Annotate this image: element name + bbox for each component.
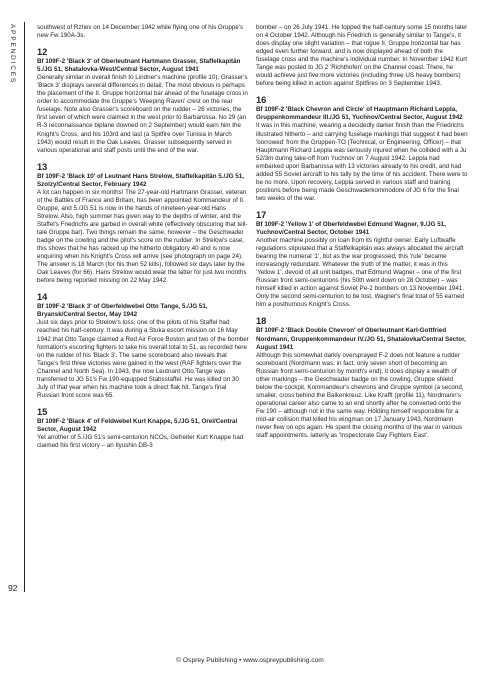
continued-text: southwest of Rzhev on 14 December 1942 while flying one of his Gruppe's new Fw 190A-3s. bbox=[37, 24, 244, 40]
margin-rule bbox=[24, 22, 25, 592]
profile-body: Generally similar in overall finish to Lindner's machine (profile 10), Grasser's 'Black 3' displays several differences in detail. The most obvious is perhaps the placement of the II. Gruppe horizontal bar ahead of the fuselage cross in order to accommodate the Gruppe's 'Weeping Raven' crest on the rear fuselage. Note also Grasser's scoreboard on the rudder – 26 victories, the first seven of which were claimed in the west prior to Barbarossa. No 29 (an R-3 reconnaissance biplane downed on 2 September) would earn him the Knight's Cross, and his 103rd and last (a Spitfire over Tunisia in March 1943) would result in the Oak Leaves. Grasser subsequently served in various operational and staff posts until the end of the war. bbox=[37, 74, 248, 154]
profile-body: It was in this machine, wearing a decidedly darker finish than the Friedrichs illustrated hitherto – and carrying fuselage markings that suggest it had been 'borrowed' from the Gruppen-TO (Technical, or Engineering, Officer) – that Hauptmann Richard Leppla was seriously injured when he collided with a Ju 52/3m during take-off from Yuchnov on 7 August 1942. Leppla had embarked upon Barbarossa with 13 victories already to his credit, and had added 55 Soviet aircraft to his tally by the time of his accident. There were to be no more. Upon recovery, Leppla served in various staff and training positions before being made Geschwaderkommodore of JG 6 for the final two weeks of the war. bbox=[256, 122, 468, 202]
profile-body: Although this somewhat darkly oversprayed F-2 does not feature a rudder scoreboard (Nordmann was, in fact, only seven short of becoming an Russian front semi-centurion by month's end), it does display a wealth of other markings – the Geschwader badge on the cowling, Gruppe shield below the cockpit, Kommandeur's chevrons and Gruppe symbol (a second, smaller, cross behind the Balkenkreuz. Like Krafft (profile 11), Nordmann's operational career also came to an end shortly after he converted onto the Fw 190 – although not in the same way. Holding himself responsible for a mid-air collision that killed his wingman on 17 January 1943, Nordmann never flew on ops again. He spent the closing months of the war in various staff appointments, latterly as 'Inspectorate Day Fighters East'. bbox=[256, 351, 464, 440]
profile-heading: Bf 109F-2 'Black 3' of Oberleutnant Hartmann Grasser, Staffelkapitän 5./JG 51, Shatalovka-West/Central Sector, August 1941 bbox=[37, 58, 241, 74]
page-number: 92 bbox=[8, 583, 18, 593]
section-tab bbox=[2, 24, 16, 86]
profile-number: 13 bbox=[37, 161, 48, 172]
profile-body: Another machine possibly on loan from its rightful owner. Early Luftwaffe regulations stipulated that a Staffelkapitän was always allocated the aircraft bearing the numeral '1', but as the war progressed, this 'rule' became increasingly redundant. Whatever the truth of the matter, it was in this 'Yellow 1', devoid of all unit badges, that Edmund Wagner – one of the first Russian front semi-centurions (his 50th went down on 28 October) – was himself killed in action against Soviet Pe-2 bombers on 13 November 1941. Only the second semi-centurion to be lost, Wagner's final total of 55 earned him a posthumous Knight's Cross. bbox=[256, 237, 465, 309]
profile-body: Just six days prior to Strelow's loss, one of the pilots of his Staffel had reached his half-century. It was during a Stuka escort mission on 16 May 1942 that Otto Tange claimed a Red Air Force Boston and two of the bomber formation's escorting fighters to take his overall total to 51, as recorded here on the rudder of his 'Black 3'. The same scoreboard also reveals that Tange's first three victories were gained in the west (RAF fighters over the Channel and North Sea). In 1943, the now Leutnant Otto Tange was transferred to JG 51's Fw 190-equipped Stabsstaffel. He was killed on 30 July of that year when his machine took a direct flak hit. Tange's final Russian front score was 65. bbox=[37, 319, 249, 399]
profile-heading: Bf 109F-2 'Black Chevron and Circle' of Hauptmann Richard Leppla, Gruppenkommandeur III./JG 51, Yuchnov/Central Sector, August 1942 bbox=[256, 106, 463, 122]
profile-heading: Bf 109F-2 'Black 10' of Leutnant Hans Strelow, Staffelkapitän 5./JG 51, Szolzy/Central Sector, February 1942 bbox=[37, 172, 244, 188]
continued-text: bomber – on 26 July 1941. He topped the half-century some 15 months later on 4 October 1942. Although his Friedrich is generally similar to Tange's, it does display one slight variation – that rogue II. Gruppe horizontal bar has edged even further forward, and is now displayed ahead of both the fuselage cross and the machine's individual number. In November 1942 Kurt Tange was posted to JG 2 'Richthofen' on the Channel coast. There, he would achieve just five more victories (including three US heavy bombers) before being killed in action against Spitfires on 3 September 1943. bbox=[256, 24, 468, 88]
right-column bbox=[256, 24, 468, 440]
left-column bbox=[37, 24, 249, 450]
profile-number: 15 bbox=[37, 406, 48, 417]
page-footer: © Osprey Publishing • www.ospreypublishing.com bbox=[176, 657, 324, 664]
section-tab-label: APPENDICES bbox=[9, 24, 16, 85]
profile-body: Yet another of 5./JG 51's semi-centurion NCOs, Gefreiter Kurt Knappe had claimed his first victory – an Ilyushin DB-3 bbox=[37, 433, 244, 450]
profile-number: 17 bbox=[256, 209, 267, 220]
profile-heading: Bf 109F-2 'Black 4' of Feldwebel Kurt Knappe, 5./JG 51, Orel/Central Sector, August 1942 bbox=[37, 417, 238, 433]
profile-number: 14 bbox=[37, 292, 48, 303]
profile-number: 18 bbox=[256, 316, 267, 327]
profile-body: A lot can happen in six months! The 27-year-old Hartmann Grasser, veteran of the Battles of France and Britain, has been appointed Kommandeur of II. Gruppe, and 5./JG 51 is now in the hands of nineteen-year-old Hans Strelow. Also, high summer has given way to the depths of winter, and the Staffel's Friedrichs are garbed in overall white (effectively obscuring that tell-tale Gruppe bar). Two things remain the same, however – the Geschwader badge on the cowling and the pilot's score on the rudder. In Strelow's case, this shows that he has racked up the hitherto obligatory 40 and is now enquiring when his Knight's Cross will arrive (see photograph on page 24). The answer is 18 March (for his then 52 kills), followed six days later by the Oak Leaves (for 66). Hans Strelow would wear the latter for just two months before being reported missing on 22 May 1942. bbox=[37, 188, 248, 285]
profile-heading: Bf 109F-2 'Black 3' of Oberfeldwebel Otto Tange, 5./JG 51, Bryansk/Central Sector, May 1942 bbox=[37, 303, 208, 319]
profile-heading: Bf 109F-2 'Yellow 1' of Oberfeldwebel Edmund Wagner, 9./JG 51, Yuchnov/Central Sector, October 1941 bbox=[256, 220, 446, 236]
profile-heading: Bf 109F-2 'Black Double Chevron' of Oberleutnant Karl-Gottfried Nordmann, Gruppenkommandeur IV./JG 51, Shatalovka/Central Sector, August 1941 bbox=[256, 327, 466, 351]
profile-number: 12 bbox=[37, 47, 48, 58]
profile-number: 16 bbox=[256, 95, 267, 106]
